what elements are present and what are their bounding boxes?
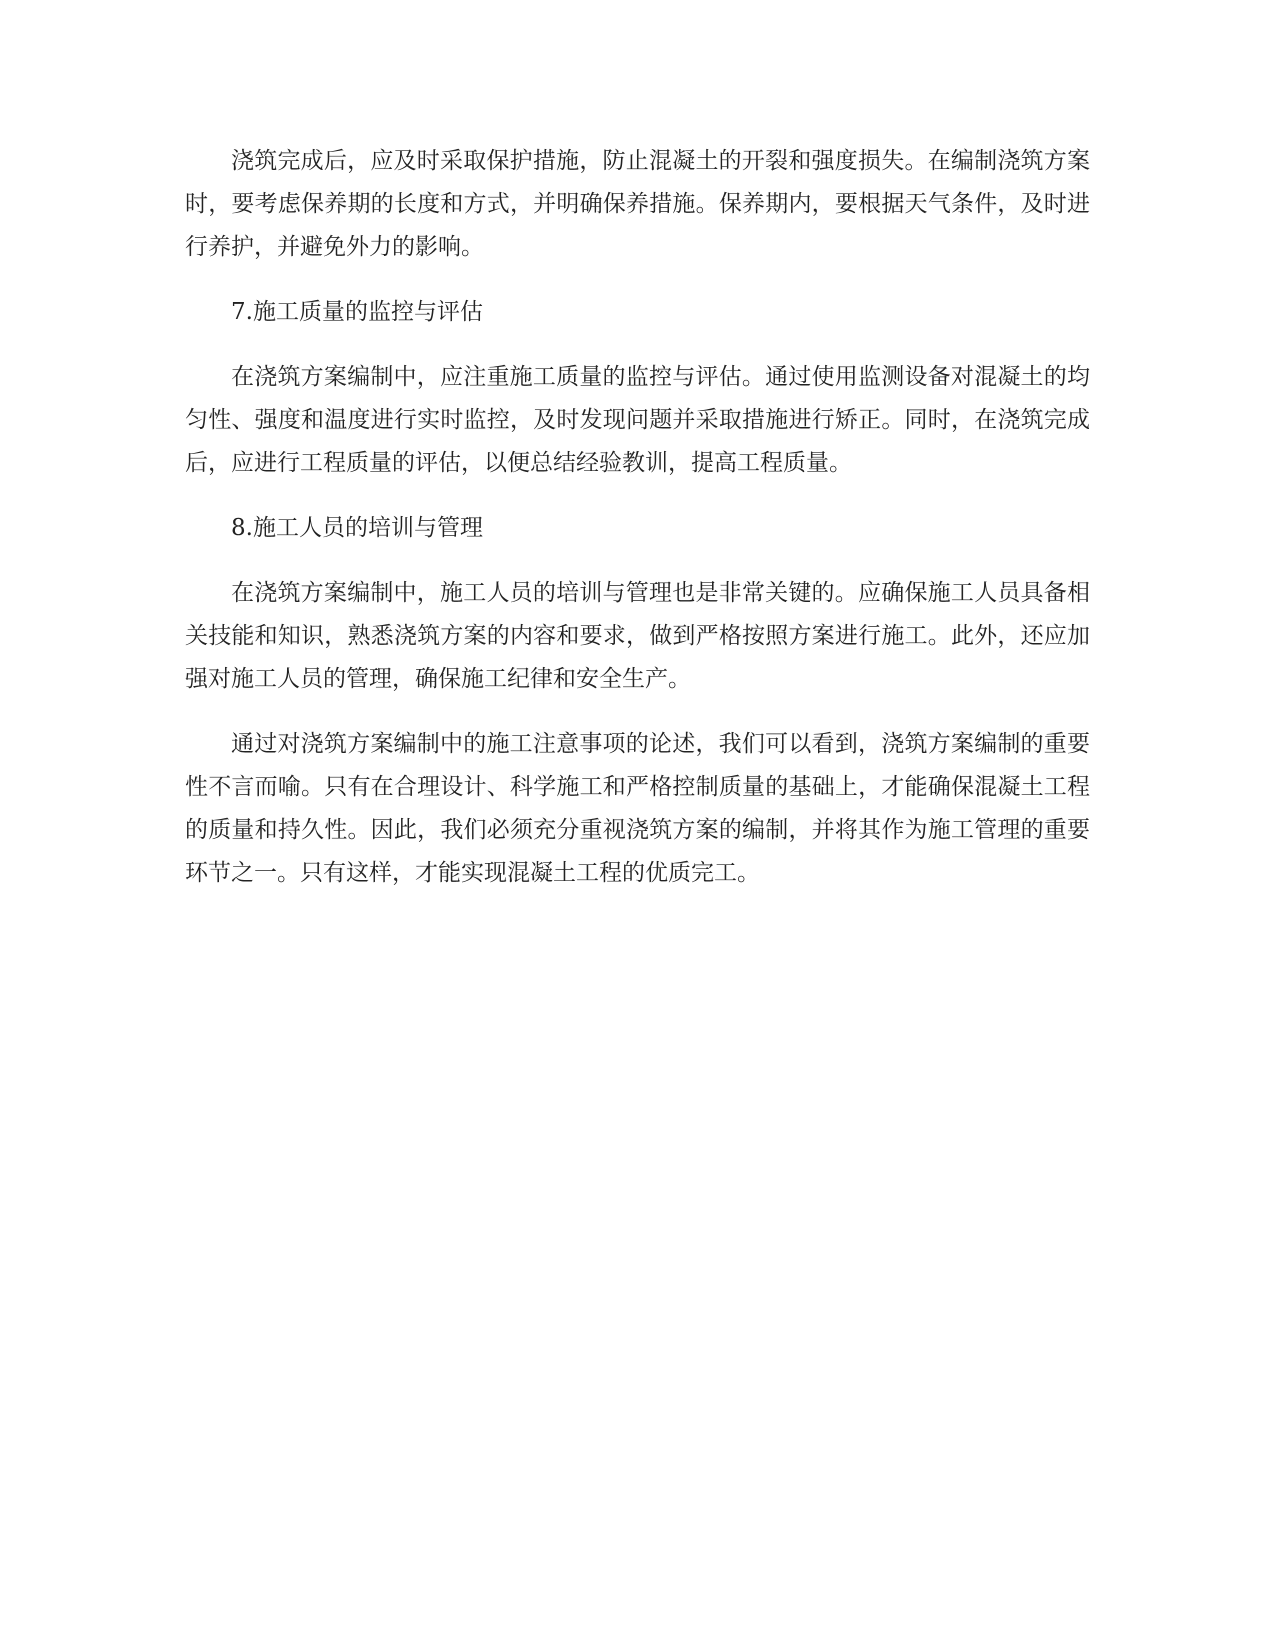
paragraph-conclusion: 通过对浇筑方案编制中的施工注意事项的论述，我们可以看到，浇筑方案编制的重要性不言而喻。只有在合理设计、科学施工和严格控制质量的基础上，才能确保混凝土工程的质量和持久性。因此，我们必须充分重视浇筑方案的编制，并将其作为施工管理的重要环节之一。只有这样，才能实现混凝土工程的优质完工。 — [185, 731, 1090, 886]
section-heading-quality-monitoring: 7.施工质量的监控与评估 — [231, 299, 483, 325]
section-heading-personnel-training: 8.施工人员的培训与管理 — [231, 515, 483, 541]
paragraph-quality-monitoring: 在浇筑方案编制中，应注重施工质量的监控与评估。通过使用监测设备对混凝土的均匀性、强度和温度进行实时监控，及时发现问题并采取措施进行矫正。同时，在浇筑完成后，应进行工程质量的评估，以便总结经验教训，提高工程质量。 — [185, 364, 1090, 476]
paragraph-personnel-training: 在浇筑方案编制中，施工人员的培训与管理也是非常关键的。应确保施工人员具备相关技能和知识，熟悉浇筑方案的内容和要求，做到严格按照方案进行施工。此外，还应加强对施工人员的管理，确保施工纪律和安全生产。 — [185, 580, 1090, 692]
document-body — [185, 140, 1090, 917]
paragraph-curing: 浇筑完成后，应及时采取保护措施，防止混凝土的开裂和强度损失。在编制浇筑方案时，要考虑保养期的长度和方式，并明确保养措施。保养期内，要根据天气条件，及时进行养护，并避免外力的影响。 — [185, 148, 1090, 260]
